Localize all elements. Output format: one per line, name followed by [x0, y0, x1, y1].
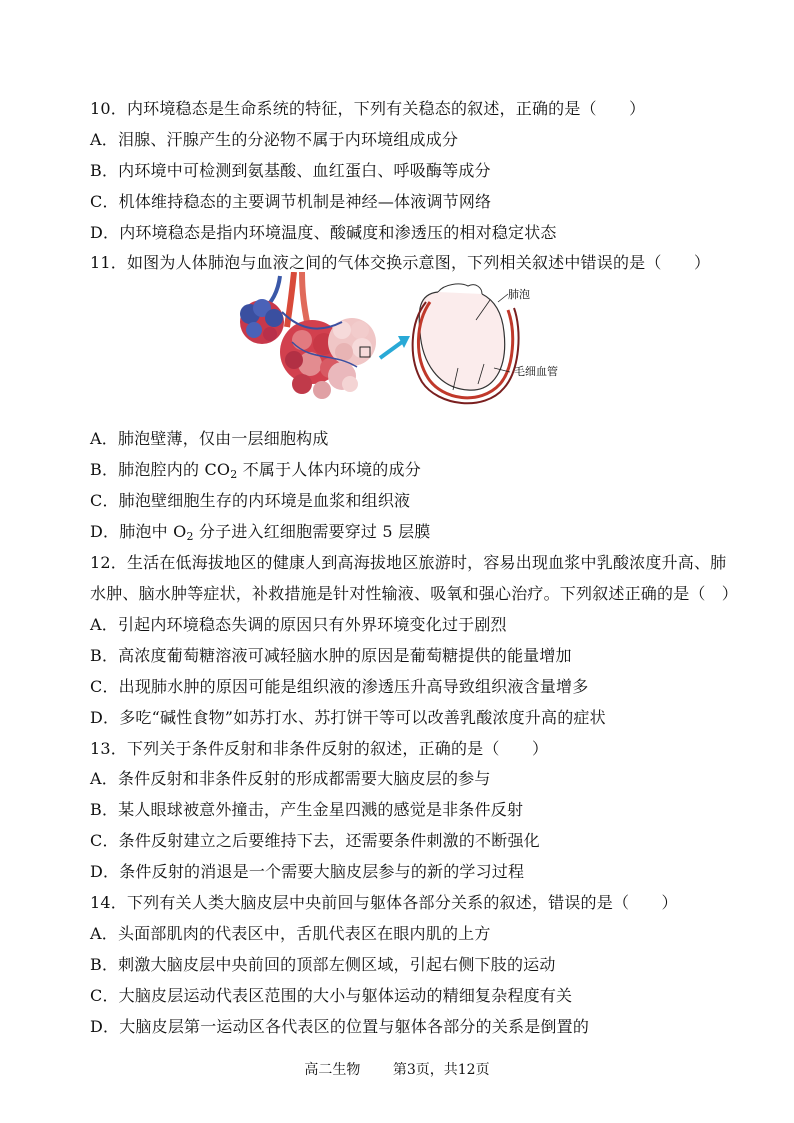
q10-option-a: A．泪腺、汗腺产生的分泌物不属于内环境组成成分: [90, 130, 459, 149]
q13-option-c: C．条件反射建立之后要维持下去，还需要条件刺激的不断强化: [90, 831, 540, 850]
footer-page-number: 第3页，共12页: [392, 1062, 490, 1078]
q12-stem-line2: 水肿、脑水肿等症状，补救措施是针对性输液、吸氧和强心治疗。下列叙述正确的是（ ）: [90, 584, 739, 603]
q14-option-b: B．刺激大脑皮层中央前回的顶部左侧区域，引起右侧下肢的运动: [90, 955, 556, 974]
label-capillary: 毛细血管: [514, 365, 558, 378]
alveolus-capillary-section: [413, 284, 519, 403]
q10-option-c: C．机体维持稳态的主要调节机制是神经—体液调节网络: [90, 192, 492, 211]
q11-option-a: A．肺泡壁薄，仅由一层细胞构成: [90, 429, 329, 448]
q11-option-b-post: 不属于人体内环境的成分: [237, 460, 421, 479]
o2-subscript: 2: [186, 530, 194, 543]
q13-option-a: A．条件反射和非条件反射的形成都需要大脑皮层的参与: [90, 769, 491, 788]
q12-option-b: B．高浓度葡萄糖溶液可减轻脑水肿的原因是葡萄糖提供的能量增加: [90, 646, 572, 665]
q11-option-d: [90, 521, 730, 543]
alveolus-gas-exchange-figure: [232, 272, 572, 422]
page-footer: [0, 1060, 794, 1080]
q11-option-b: [90, 459, 730, 481]
co2-subscript: 2: [230, 468, 238, 481]
q10-option-d: D．内环境稳态是指内环境温度、酸碱度和渗透压的相对稳定状态: [90, 223, 557, 242]
q12-stem-line1: 12．生活在低海拔地区的健康人到高海拔地区旅游时，容易出现血浆中乳酸浓度升高、肺: [90, 553, 727, 572]
q11-option-b-pre: B．肺泡腔内的 CO: [90, 460, 231, 479]
q12-option-a: A．引起内环境稳态失调的原因只有外界环境变化过于剧烈: [90, 615, 507, 634]
q11-option-d-post: 分子进入红细胞需要穿过 5 层膜: [193, 522, 431, 541]
q12-option-d: D．多吃“碱性食物”如苏打水、苏打饼干等可以改善乳酸浓度升高的症状: [90, 708, 606, 727]
q14-option-c: C．大脑皮层运动代表区范围的大小与躯体运动的精细复杂程度有关: [90, 986, 573, 1005]
zoom-arrow-icon: [380, 336, 410, 358]
q13-stem: 13．下列关于条件反射和非条件反射的叙述，正确的是（ ）: [90, 739, 549, 758]
q11-stem: 11．如图为人体肺泡与血液之间的气体交换示意图，下列相关叙述中错误的是（ ）: [90, 253, 711, 272]
alveolus-diagram-svg: [232, 272, 572, 422]
q10-option-b: B．内环境中可检测到氨基酸、血红蛋白、呼吸酶等成分: [90, 161, 491, 180]
q14-stem: 14．下列有关人类大脑皮层中央前回与躯体各部分关系的叙述，错误的是（ ）: [90, 893, 678, 912]
q11-option-c: C．肺泡壁细胞生存的内环境是血浆和组织液: [90, 491, 411, 510]
footer-subject: 高二生物: [304, 1062, 361, 1078]
q13-option-d: D．条件反射的消退是一个需要大脑皮层参与的新的学习过程: [90, 862, 525, 881]
label-alveolus: 肺泡: [508, 288, 530, 301]
q13-option-b: B．某人眼球被意外撞击，产生金星四溅的感觉是非条件反射: [90, 800, 524, 819]
q14-option-d: D．大脑皮层第一运动区各代表区的位置与躯体各部分的关系是倒置的: [90, 1017, 590, 1036]
q12-option-c: C．出现肺水肿的原因可能是组织液的渗透压升高导致组织液含量增多: [90, 677, 589, 696]
q14-option-a: A．头面部肌肉的代表区中，舌肌代表区在眼内肌的上方: [90, 924, 491, 943]
q11-option-d-pre: D．肺泡中 O: [90, 522, 187, 541]
q10-stem: 10．内环境稳态是生命系统的特征，下列有关稳态的叙述，正确的是（ ）: [90, 99, 646, 118]
